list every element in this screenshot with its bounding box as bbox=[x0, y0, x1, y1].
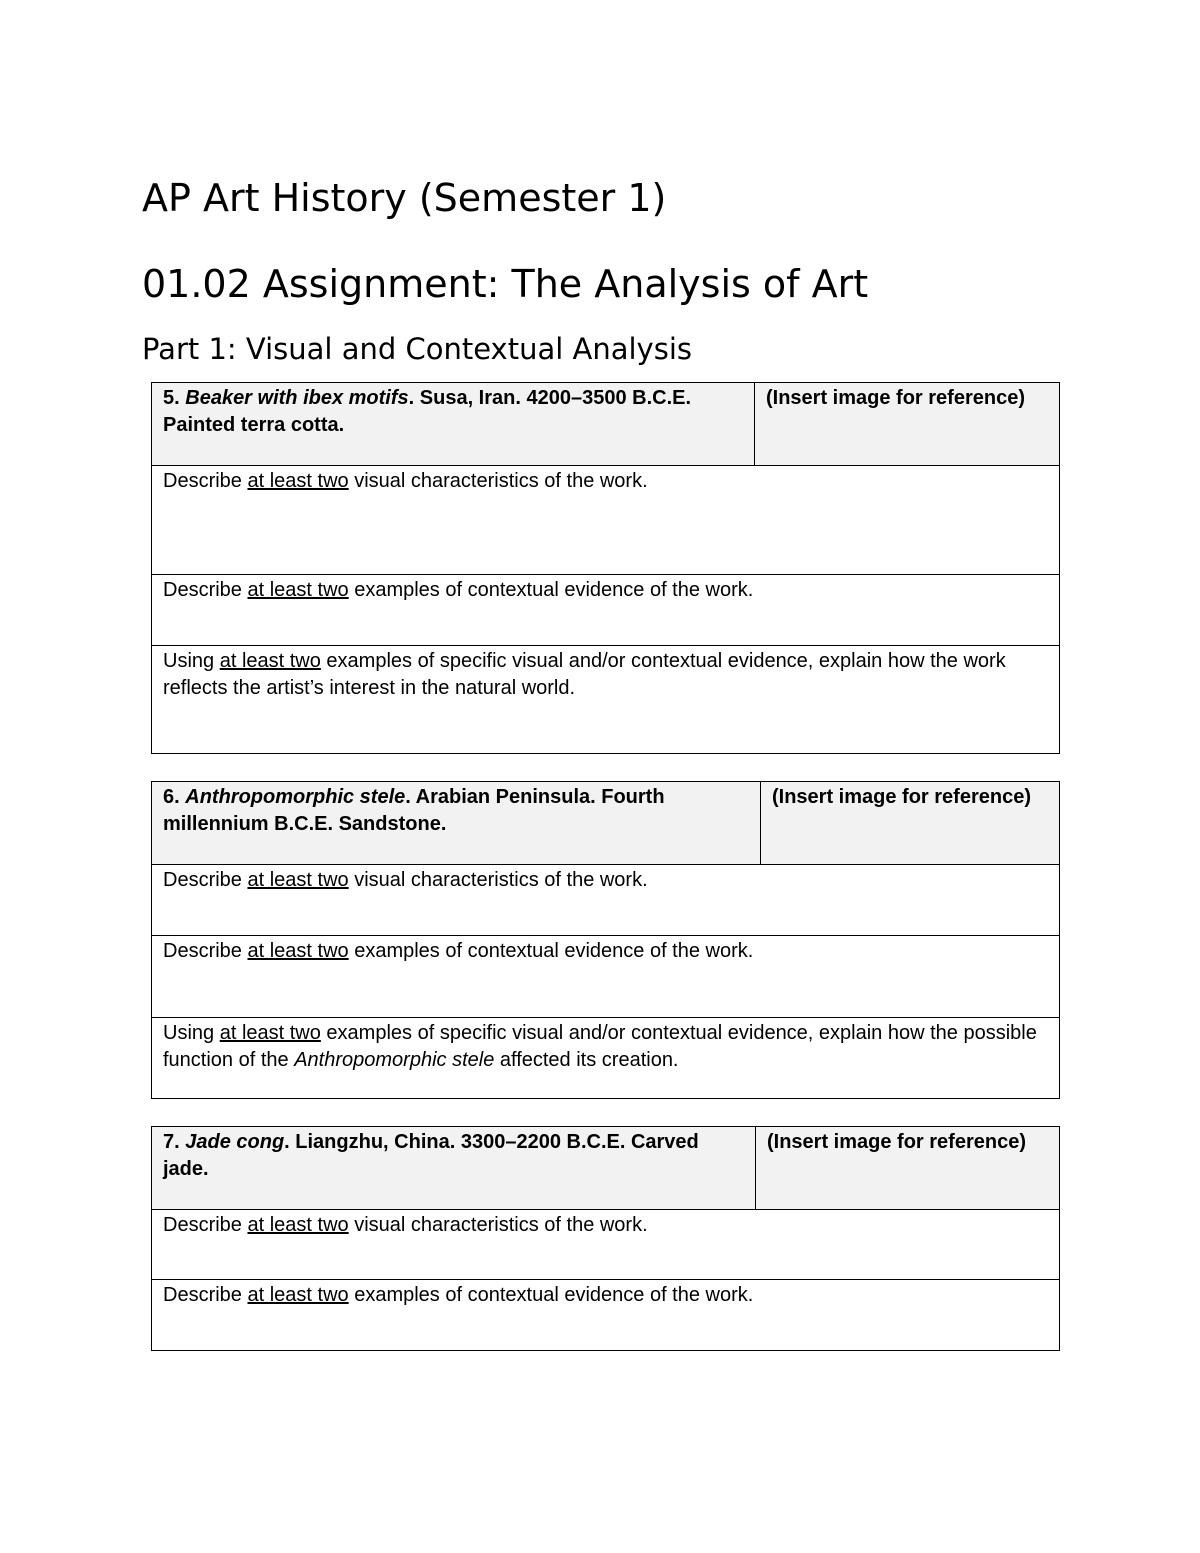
image-placeholder[interactable]: (Insert image for reference) bbox=[756, 1127, 1060, 1210]
image-placeholder[interactable]: (Insert image for reference) bbox=[761, 782, 1060, 865]
work-table-7 bbox=[151, 1126, 1060, 1351]
visual-characteristics-answer[interactable]: Describe at least two visual characteristics of the work. bbox=[152, 1210, 1060, 1280]
page-title: AP Art History (Semester 1) bbox=[142, 176, 667, 220]
visual-characteristics-answer[interactable]: Describe at least two visual characteristics of the work. bbox=[152, 865, 1060, 936]
visual-characteristics-answer[interactable]: Describe at least two visual characteristics of the work. bbox=[152, 466, 1060, 575]
contextual-evidence-answer[interactable]: Describe at least two examples of contextual evidence of the work. bbox=[152, 936, 1060, 1018]
analysis-answer[interactable]: Using at least two examples of specific visual and/or contextual evidence, explain how the work reflects the artist’s interest in the natural world. bbox=[152, 646, 1060, 754]
contextual-evidence-answer[interactable]: Describe at least two examples of contextual evidence of the work. bbox=[152, 1280, 1060, 1351]
work-details: . Liangzhu, China. 3300–2200 B.C.E. Carved jade. bbox=[163, 1131, 699, 1180]
work-details: . Arabian Peninsula. Fourth millennium B.C.E. Sandstone. bbox=[163, 786, 665, 835]
assignment-heading: 01.02 Assignment: The Analysis of Art bbox=[142, 262, 869, 306]
work-number: 5. bbox=[163, 387, 180, 409]
analysis-answer[interactable]: Using at least two examples of specific visual and/or contextual evidence, explain how the possible function of the Anthropomorphic stele affected its creation. bbox=[152, 1018, 1060, 1099]
work-caption bbox=[152, 383, 755, 466]
work-table-6 bbox=[151, 781, 1060, 1099]
work-details: . Susa, Iran. 4200–3500 B.C.E. Painted terra cotta. bbox=[163, 387, 692, 436]
contextual-evidence-answer[interactable]: Describe at least two examples of contextual evidence of the work. bbox=[152, 575, 1060, 646]
part-heading: Part 1: Visual and Contextual Analysis bbox=[142, 332, 692, 366]
work-caption bbox=[152, 1127, 756, 1210]
image-placeholder[interactable]: (Insert image for reference) bbox=[755, 383, 1060, 466]
work-number: 6. bbox=[163, 786, 180, 808]
work-table-5 bbox=[151, 382, 1060, 754]
work-name: Beaker with ibex motifs bbox=[185, 387, 409, 409]
work-caption bbox=[152, 782, 761, 865]
work-name: Jade cong bbox=[185, 1131, 285, 1153]
work-name: Anthropomorphic stele bbox=[185, 786, 406, 808]
work-number: 7. bbox=[163, 1131, 180, 1153]
